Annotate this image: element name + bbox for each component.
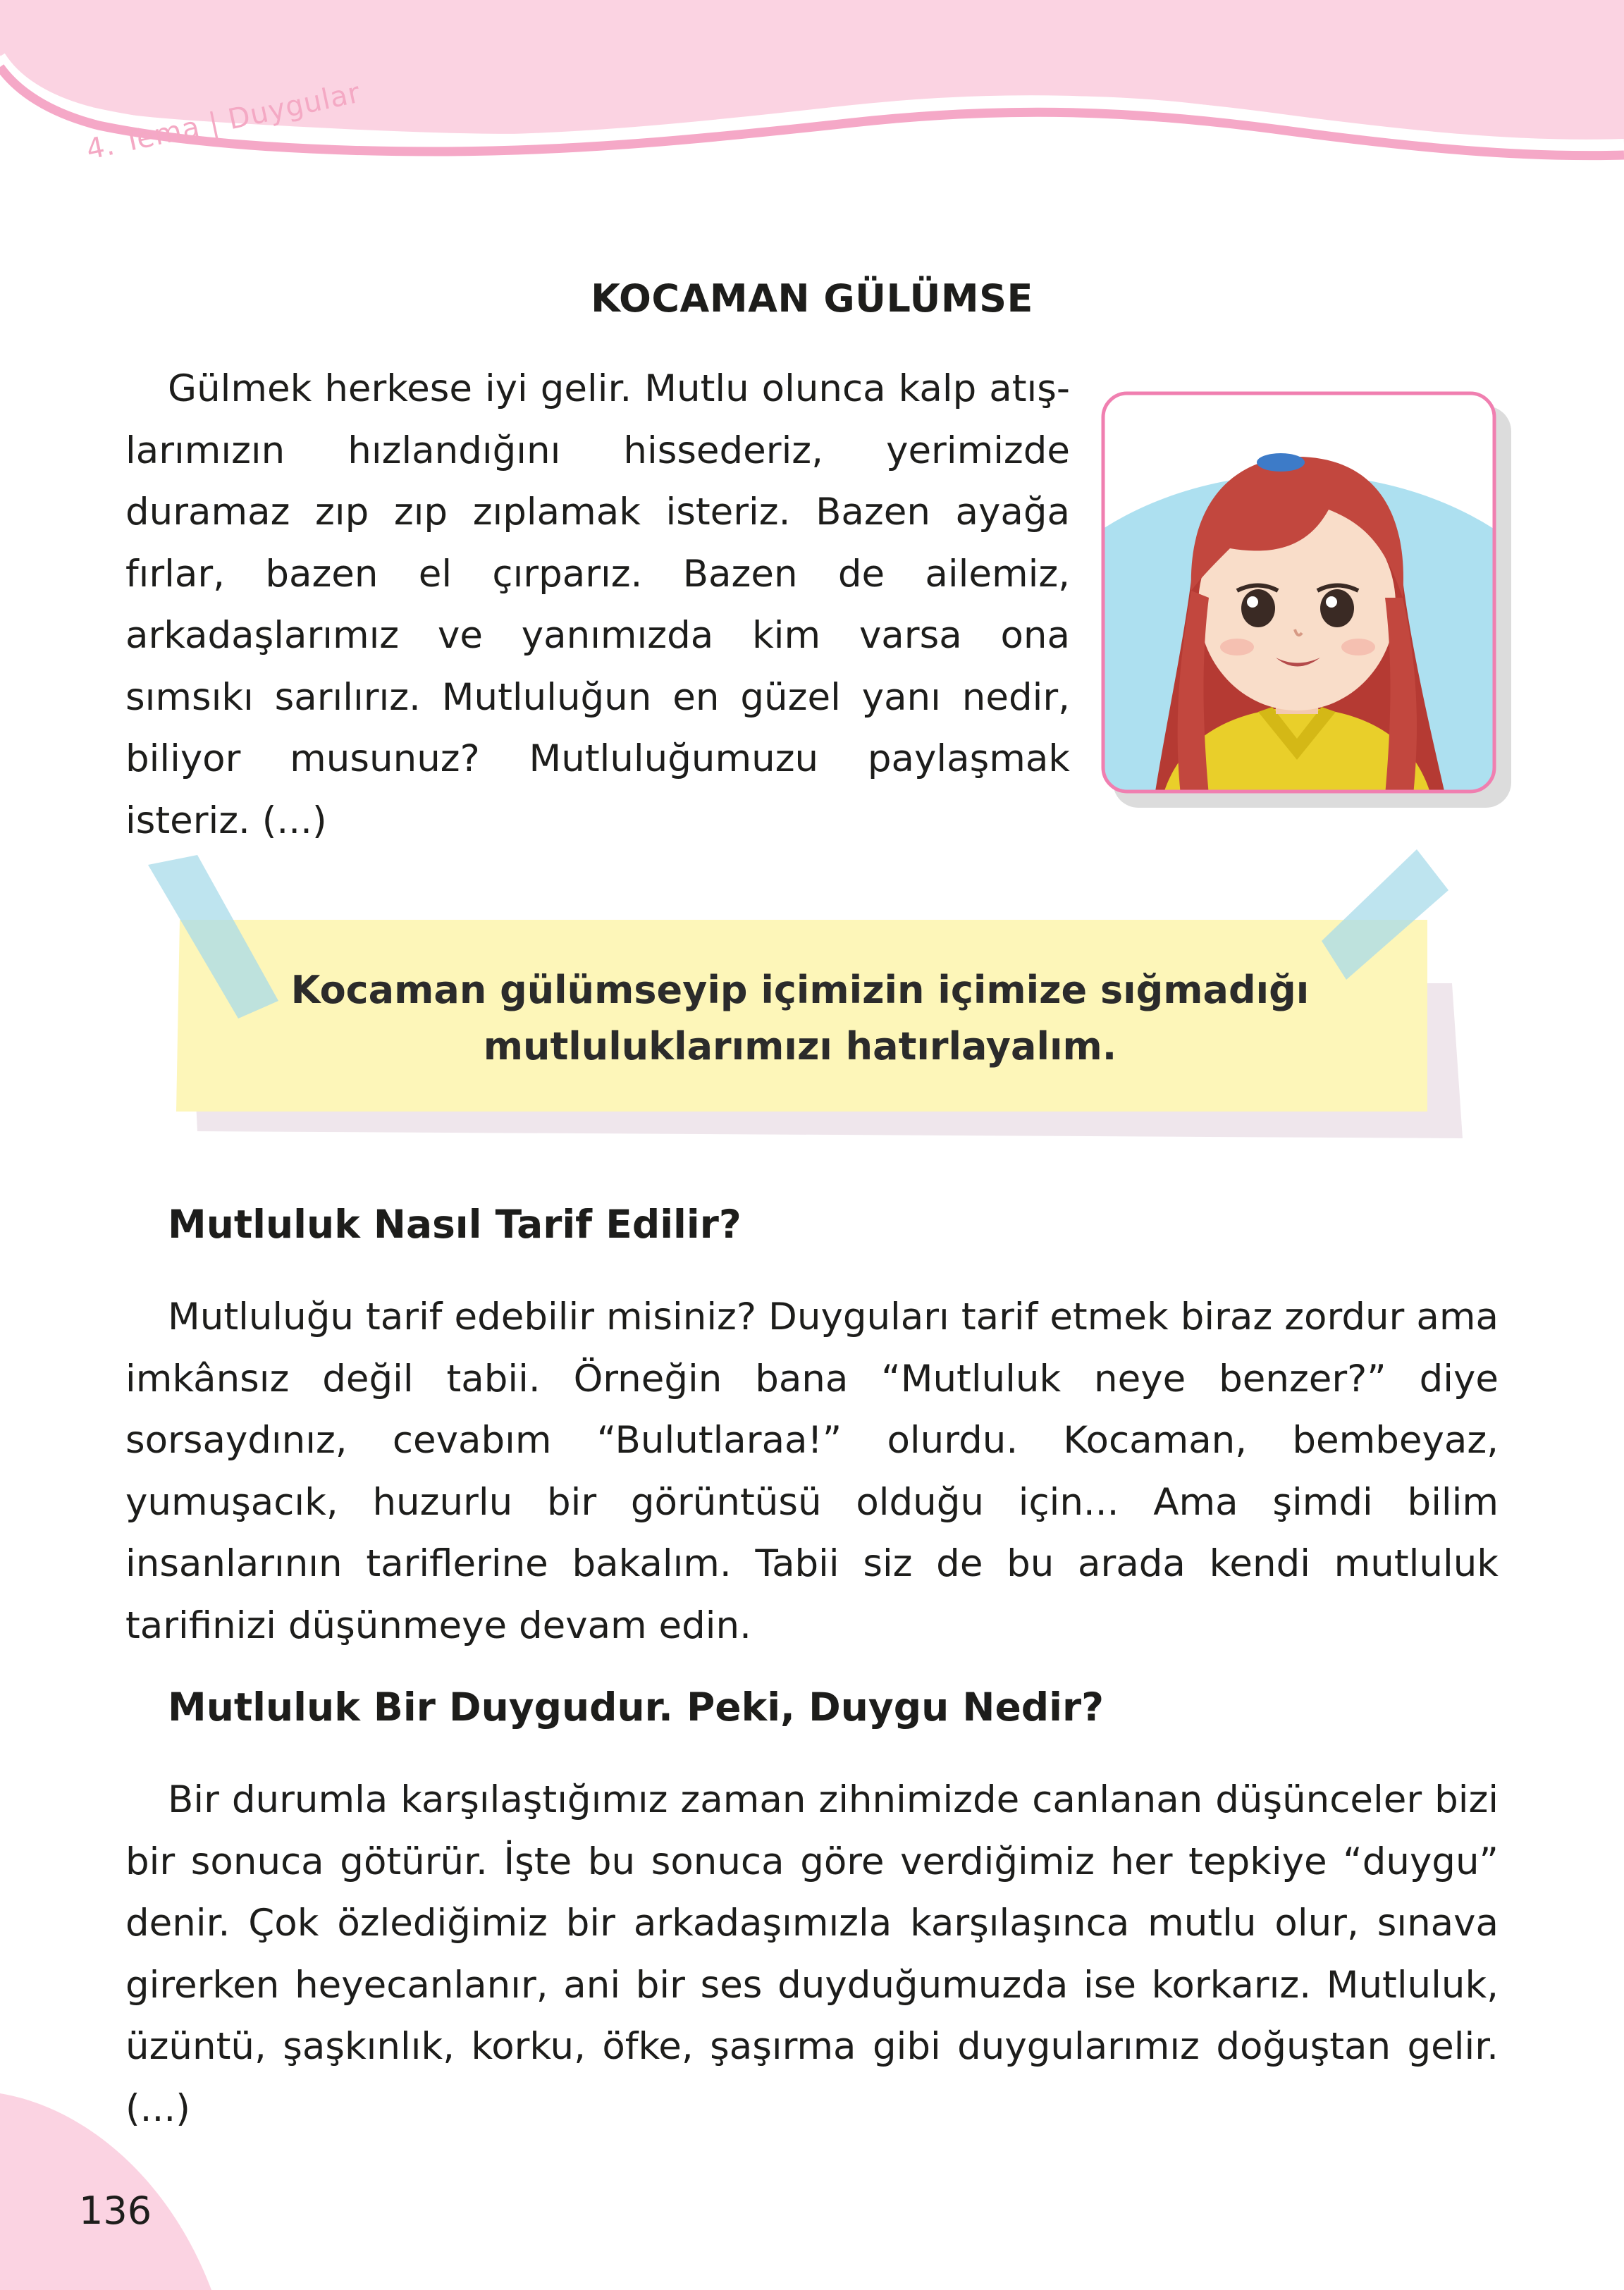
page-number: 136: [79, 2189, 152, 2233]
page-title: KOCAMAN GÜLÜMSE: [591, 276, 1033, 321]
section-heading: Mutluluk Nasıl Tarif Edilir?: [168, 1202, 742, 1247]
section-paragraph: Mutluluğu tarif edebilir misiniz? Duyguları tarif etmek biraz zordur ama imkânsız değil tabii. Örneğin bana “Mutluluk neye benzer?” diye sorsaydınız, cevabım “Bulutlaraa!” olurdu. Kocaman, bembeyaz, yumuşacık, huzurlu bir görüntüsü olduğu için... Ama şimdi bilim insanlarının tariflerine bakalım. Tabii siz de bu arada kendi mutluluk tarifinizi düşünmeye devam edin.: [125, 1295, 1499, 1647]
quote-line: Kocaman gülümseyip içimizin içimize sığmadığı: [290, 968, 1310, 1012]
section-heading: Mutluluk Bir Duygudur. Peki, Duygu Nedir?: [168, 1685, 1105, 1730]
corner-decoration: [0, 2072, 240, 2290]
quote-line: mutluluklarımızı hatırlayalım.: [483, 1024, 1117, 1069]
top-wave-decoration: [0, 0, 1624, 169]
intro-paragraph: Gülmek herkese iyi gelir. Mutlu olunca kalp atışlarımızın hızlandığını hissederiz, yerimizde duramaz zıp zıp zıplamak isteriz. Bazen ayağa fırlar, bazen el çırparız. Bazen de ailemiz, arkadaşlarımız ve yanımızda kim varsa ona sımsıkı sarılırız. Mutluluğun en güzel yanı nedir, biliyor musunuz? Mutluluğumuzu paylaşmak isteriz. (...): [125, 367, 1070, 842]
theme-label: 4. Tema | Duygular: [83, 76, 364, 166]
quote-text: [176, 962, 1424, 1075]
girl-portrait-illustration: [1096, 386, 1519, 809]
section-paragraph: Bir durumla karşılaştığımız zaman zihnimizde canlanan düşünceler bizi bir sonuca götürür. İşte bu sonuca göre verdiğimiz her tepkiye “duygu” denir. Çok özlediğimiz bir arkadaşımızla karşılaşınca mutlu olur, sınava girerken heyecanlanır, ani bir ses duyduğumuzda ise korkarız. Mutluluk, üzüntü, şaşkınlık, korku, öfke, şaşırma gibi duygularımız doğuştan gelir. (...): [125, 1778, 1499, 2130]
